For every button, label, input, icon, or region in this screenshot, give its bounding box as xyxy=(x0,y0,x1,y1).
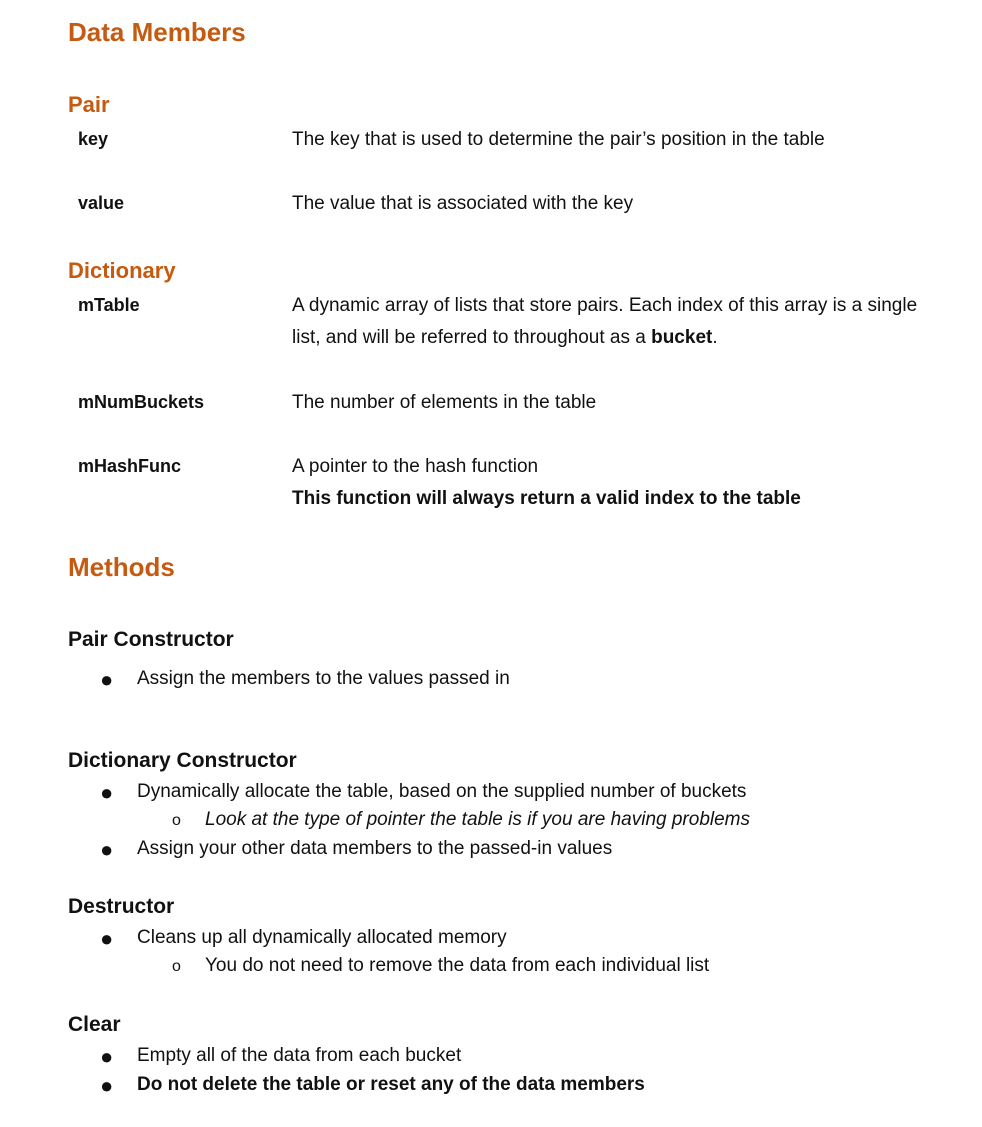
bullet-icon: ● xyxy=(100,780,114,805)
sub-bullet-icon: o xyxy=(172,812,181,829)
term-key: key xyxy=(78,129,109,149)
clear-item-1: Empty all of the data from each bucket xyxy=(137,1045,462,1066)
bullet-icon: ● xyxy=(100,1044,114,1069)
term-mhashfunc: mHashFunc xyxy=(78,456,182,476)
desc-mtable: A dynamic array of lists that store pairs. Each index of this array is a single list, and will be referred to throughout as a bucket. xyxy=(292,295,918,348)
dictionary-heading: Dictionary xyxy=(68,258,176,283)
bullet-icon: ● xyxy=(100,837,114,862)
desc-value: The value that is associated with the key xyxy=(292,193,634,214)
bullet-icon: ● xyxy=(100,926,114,951)
sub-bullet-icon: o xyxy=(172,958,181,975)
clear-heading: Clear xyxy=(68,1013,121,1036)
desc-mhashfunc-line2: This function will always return a valid index to the table xyxy=(292,488,801,509)
destructor-heading: Destructor xyxy=(68,895,175,918)
term-value: value xyxy=(78,193,125,213)
pair-heading: Pair xyxy=(68,92,110,117)
pair-constructor-heading: Pair Constructor xyxy=(68,628,234,651)
term-mnumbuckets: mNumBuckets xyxy=(78,392,205,412)
dictionary-constructor-item-2: Assign your other data members to the passed-in values xyxy=(137,838,613,859)
bullet-icon: ● xyxy=(100,667,114,692)
desc-key: The key that is used to determine the pair’s position in the table xyxy=(292,129,825,150)
desc-mhashfunc xyxy=(292,451,932,515)
pair-constructor-item: Assign the members to the values passed in xyxy=(137,668,510,689)
dictionary-constructor-subitem-1: Look at the type of pointer the table is if you are having problems xyxy=(205,809,750,830)
dictionary-constructor-item-1: Dynamically allocate the table, based on the supplied number of buckets xyxy=(137,781,747,802)
methods-heading: Methods xyxy=(68,552,175,582)
destructor-item-1: Cleans up all dynamically allocated memory xyxy=(137,927,507,948)
destructor-subitem-1: You do not need to remove the data from each individual list xyxy=(205,955,710,976)
bullet-icon: ● xyxy=(100,1073,114,1098)
dictionary-constructor-heading: Dictionary Constructor xyxy=(68,749,297,772)
desc-mhashfunc-line1: A pointer to the hash function xyxy=(292,456,539,477)
term-mtable: mTable xyxy=(78,295,140,315)
desc-mnumbuckets: The number of elements in the table xyxy=(292,392,597,413)
data-members-heading: Data Members xyxy=(68,17,246,47)
clear-item-2: Do not delete the table or reset any of the data members xyxy=(137,1074,645,1095)
